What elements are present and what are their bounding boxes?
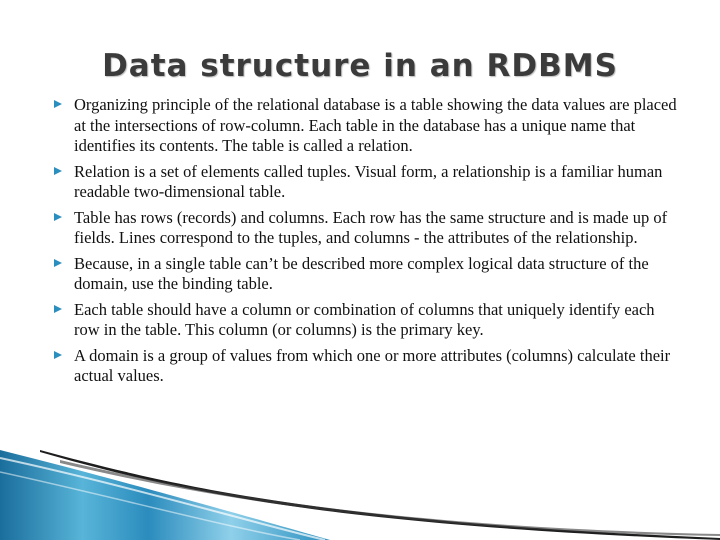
bullet-text: Each table should have a column or combination of columns that uniquely identify each row in the table. This column (or columns) is the primary key. (74, 299, 655, 339)
bullet-arrow-icon (54, 351, 62, 359)
bullet-text: Organizing principle of the relational database is a table showing the data values are placed at the intersections of row-column. Each table in the database has a unique name that identifies its contents. The table is called a relation. (74, 95, 677, 155)
bullet-item (52, 162, 682, 203)
bullet-item (52, 208, 682, 249)
bullet-text: Table has rows (records) and columns. Each row has the same structure and is made up of fields. Lines correspond to the tuples, and columns - the attributes of the relationship. (74, 207, 668, 247)
bullet-arrow-icon (54, 100, 62, 108)
bullet-text: Because, in a single table can’t be described more complex logical data structure of the domain, use the binding table. (74, 253, 649, 293)
bullet-list (52, 95, 682, 392)
bullet-arrow-icon (54, 167, 62, 175)
bullet-item (52, 300, 682, 341)
bullet-arrow-icon (54, 259, 62, 267)
slide-title: Data structure in an RDBMS (102, 48, 618, 84)
bullet-arrow-icon (54, 213, 62, 221)
bullet-text: A domain is a group of values from which one or more attributes (columns) calculate their actual values. (74, 345, 671, 385)
bullet-item (52, 346, 682, 387)
bullet-item (52, 254, 682, 295)
bullet-text: Relation is a set of elements called tuples. Visual form, a relationship is a familiar human readable two-dimensional table. (74, 161, 663, 201)
bullet-arrow-icon (54, 305, 62, 313)
bullet-item (52, 95, 682, 157)
decorative-wave-graphic (0, 450, 720, 540)
